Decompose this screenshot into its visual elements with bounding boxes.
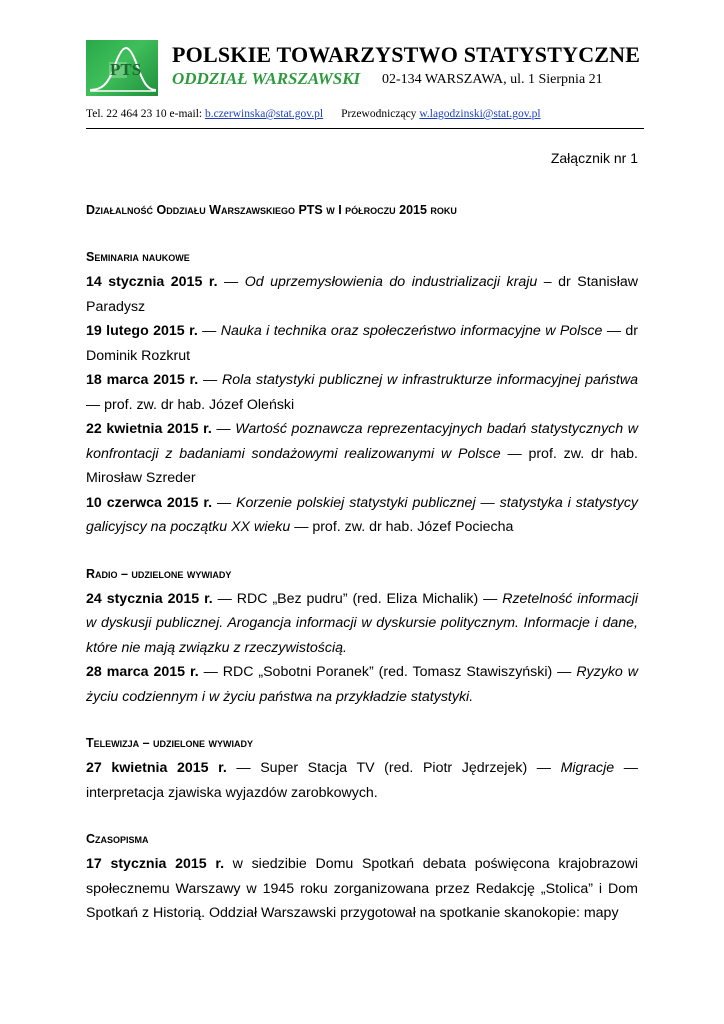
list-item: 22 kwietnia 2015 r. — Wartość poznawcza reprezentacyjnych badań statystycznych w konfrontacji z badaniami sondażowymi realizowanymi w Polsce — prof. zw. dr hab. Mirosław Szreder — [86, 421, 638, 486]
header-divider — [86, 128, 644, 129]
document-title: Działalność Oddziału Warszawskiego PTS w I półroczu 2015 roku — [86, 203, 457, 217]
chair-email-link[interactable]: w.lagodzinski@stat.gov.pl — [419, 108, 541, 120]
logo-letter-p: PTS — [110, 60, 142, 79]
chair-label: Przewodniczący — [341, 108, 420, 120]
pts-logo — [86, 40, 158, 96]
section-press — [86, 830, 638, 926]
list-item: 24 stycznia 2015 r. — RDC „Bez pudru” (red. Eliza Michalik) — Rzetelność informacji w dyskusji publicznej. Arogancja informacji w dyskursie politycznym. Informacje i dane, które nie mają związku z rzeczywistością. — [86, 590, 639, 656]
contact-line — [86, 108, 541, 120]
list-item: 17 stycznia 2015 r. w siedzibie Domu Spotkań debata poświęcona krajobrazowi społecznemu Warszawy w 1945 roku zorganizowana przez Redakcję „Stolica” i Dom Spotkań z Historią. Oddział Warszawski przygotował na spotkanie skanokopie: mapy — [86, 856, 638, 921]
letterhead — [86, 40, 646, 100]
attachment-label: Załącznik nr 1 — [550, 150, 638, 166]
phone-label: Tel. 22 464 23 10 e-mail: — [86, 108, 205, 120]
list-item: 14 stycznia 2015 r. — Od uprzemysłowienia do industrializacji kraju – dr Stanisław Paradysz — [86, 274, 638, 315]
organization-name: POLSKIE TOWARZYSTWO STATYSTYCZNE — [172, 42, 641, 67]
pts-logo-icon — [86, 40, 158, 96]
section-heading: Telewizja – udzielone wywiady — [86, 736, 254, 750]
branch-name: ODDZIAŁ WARSZAWSKI — [172, 69, 361, 88]
section-heading: Seminaria naukowe — [86, 250, 190, 264]
document-body — [86, 248, 638, 951]
section-radio — [86, 565, 638, 710]
list-item: 10 czerwca 2015 r. — Korzenie polskiej statystyki publicznej — statystyka i statystycy galicyjscy na początku XX wieku — prof. zw. dr hab. Józef Pociecha — [86, 494, 639, 535]
email-link[interactable]: b.czerwinska@stat.gov.pl — [204, 108, 324, 120]
section-heading: Radio – udzielone wywiady — [86, 566, 232, 581]
section-seminars — [86, 248, 638, 540]
list-item: 28 marca 2015 r. — RDC „Sobotni Poranek” (red. Tomasz Stawiszyński) — Ryzyko w życiu codziennym i w życiu państwa na przykładzie statystyki. — [86, 664, 639, 705]
section-tv — [86, 734, 638, 805]
list-item: 19 lutego 2015 r. — Nauka i technika oraz społeczeństwo informacyjne w Polsce — dr Dominik Rozkrut — [86, 323, 639, 364]
list-item: 18 marca 2015 r. — Rola statystyki publicznej w infrastrukturze informacyjnej państwa — prof. zw. dr hab. Józef Oleński — [86, 372, 638, 413]
address: 02-134 WARSZAWA, ul. 1 Sierpnia 21 — [382, 72, 603, 87]
list-item: 27 kwietnia 2015 r. — Super Stacja TV (red. Piotr Jędrzejek) — Migracje — interpretacja zjawiska wyjazdów zarobkowych. — [86, 760, 638, 801]
section-heading: Czasopisma — [86, 832, 149, 846]
